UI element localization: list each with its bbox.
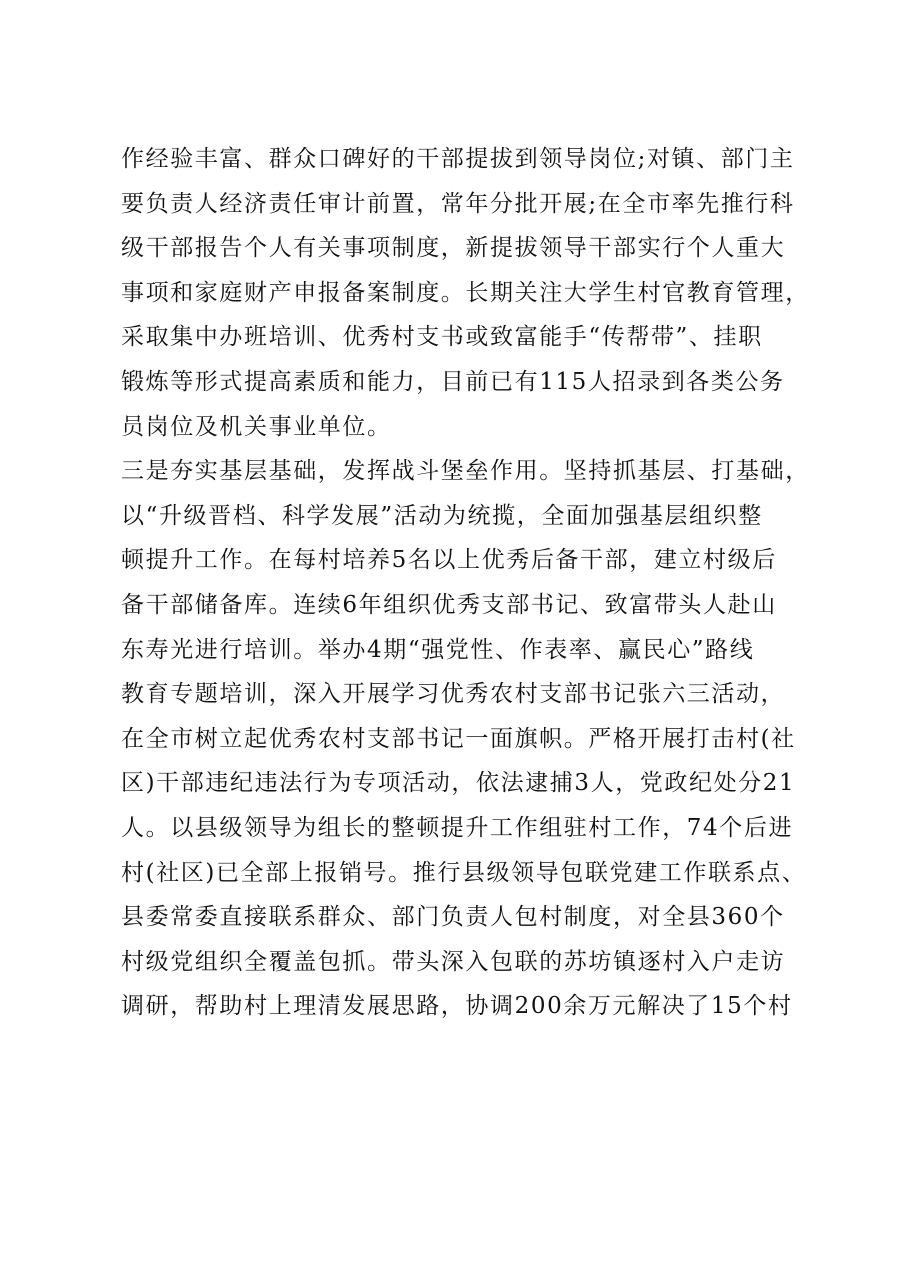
text-line: 教育专题培训，深入开展学习优秀农村支部书记张六三活动， (121, 681, 786, 708)
text-line: 员岗位及机关事业单位。 (121, 413, 392, 440)
text-line: 人。以县级领导为组长的整顿提升工作组驻村工作，74个后进 (121, 814, 794, 841)
text-line: 要负责人经济责任审计前置，常年分批开展;在全市率先推行科 (121, 190, 795, 217)
text-line: 作经验丰富、群众口碑好的干部提拔到领导岗位;对镇、部门主 (121, 146, 795, 172)
text-line: 区)干部违纪违法行为专项活动，依法逮捕3人，党政纪处分21 (121, 770, 796, 797)
body-text (121, 137, 811, 1029)
text-line: 东寿光进行培训。举办4期“强党性、作表率、赢民心”路线 (121, 636, 755, 663)
text-line: 锻炼等形式提高素质和能力，目前已有115人招录到各类公务 (121, 368, 785, 395)
text-line: 以“升级晋档、科学发展”活动为统揽，全面加强基层组织整 (121, 502, 763, 529)
text-line: 备干部储备库。连续6年组织优秀支部书记、致富带头人赴山 (121, 591, 777, 618)
text-line: 村(社区)已全部上报销号。推行县级领导包联党建工作联系点、 (121, 859, 807, 886)
text-line: 县委常委直接联系群众、部门负责人包村制度，对全县360个 (121, 904, 785, 931)
text-line: 级干部报告个人有关事项制度，新提拔领导干部实行个人重大 (121, 235, 786, 262)
text-line: 在全市树立起优秀农村支部书记一面旗帜。严格开展打击村(社 (121, 725, 796, 752)
text-line: 村级党组织全覆盖包抓。带头深入包联的苏坊镇逐村入户走访 (121, 948, 786, 975)
text-line: 事项和家庭财产申报备案制度。长期关注大学生村官教育管理， (121, 279, 810, 306)
text-line: 三是夯实基层基础，发挥战斗堡垒作用。坚持抓基层、打基础， (121, 458, 810, 485)
text-line: 顿提升工作。在每村培养5名以上优秀后备干部，建立村级后 (121, 547, 777, 574)
text-line: 采取集中办班培训、优秀村支书或致富能手“传帮带”、挂职 (121, 324, 763, 351)
text-line: 调研，帮助村上理清发展思路，协调200余万元解决了15个村 (121, 993, 793, 1020)
